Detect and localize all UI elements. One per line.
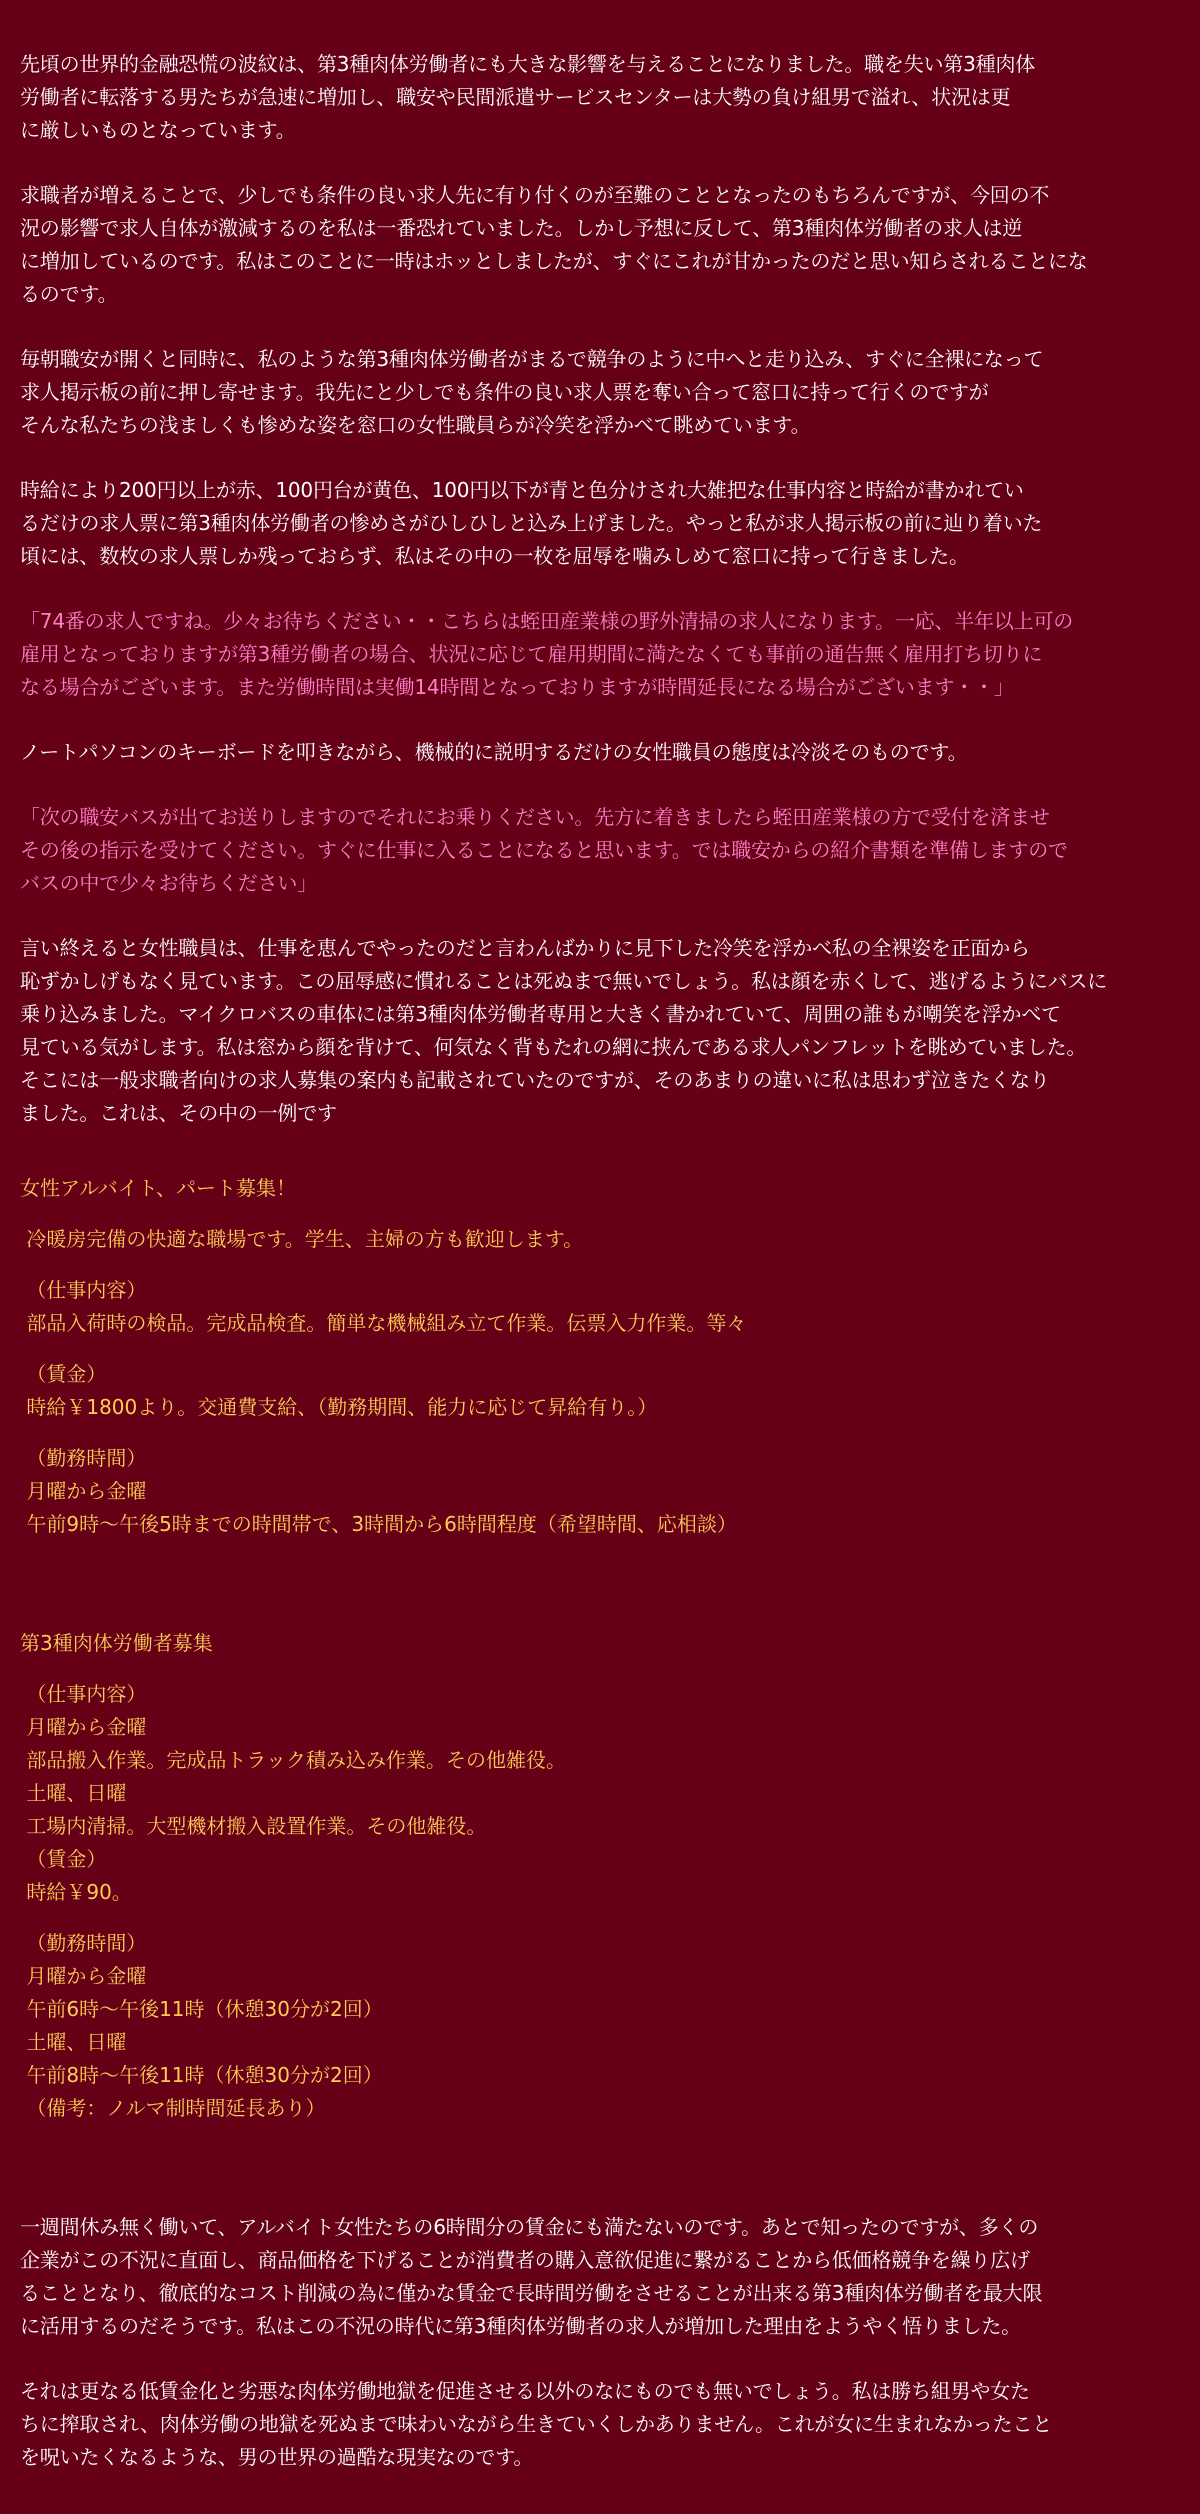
paragraph-6: 言い終えると女性職員は、仕事を恵んでやったのだと言わんばかりに見下した冷笑を浮かべ私の全裸姿を正面から 恥ずかしげもなく見ています。この屈辱感に慣れることは死ぬまで無いでしょう。私は顔を赤くして、逃げるようにバスに 乗り込みました。マイクロバスの車体には第3種肉体労働者専用と大きく書かれていて、周囲の誰もが嘲笑を浮かべて 見ている気がします。私は窓から顔を背けて、何気なく背もたれの網に挟んである求人パンフレットを眺めていました。 そこには一般求職者向けの求人募集の案内も記載されていたのですが、そのあまりの違いに私は思わず泣きたくなり ました。これは、その中の一例です: [20, 936, 1107, 1125]
male-ad-job-body-weekday: 部品搬入作業。完成品トラック積み込み作業。その他雑役。: [20, 1748, 566, 1772]
male-ad-title: 第3種肉体労働者募集: [20, 1631, 213, 1655]
male-ad-hours-body-weekend: 午前8時～午後11時（休憩30分が2回）: [20, 2063, 383, 2087]
male-ad-note: （備考：ノルマ制時間延長あり）: [20, 2096, 326, 2120]
female-ad-hours-heading: （勤務時間）: [20, 1446, 147, 1470]
paragraph-5: ノートパソコンのキーボードを叩きながら、機械的に説明するだけの女性職員の態度は冷淡そのものです。: [20, 740, 968, 764]
spacer: [20, 1424, 1186, 1442]
male-ad-hours-days-weekend: 土曜、日曜: [20, 2030, 127, 2054]
female-ad-job-heading: （仕事内容）: [20, 1278, 147, 1302]
male-labor-ad: [20, 1627, 1186, 2125]
paragraph-4: 時給により200円以上が赤、100円台が黄色、100円以下が青と色分けされ大雑把な仕事内容と時給が書かれてい るだけの求人票に第3種肉体労働者の惨めさがひしひしと込み上げました。やっと私が求人掲示板の前に辿り着いた 頃には、数枚の求人票しか残っておらず、私はその中の一枚を屈辱を噛みしめて窓口に持って行きました。: [20, 478, 1043, 568]
female-ad-wage-body: 時給￥1800より。交通費支給、（勤務期間、能力に応じて昇給有り。）: [20, 1395, 658, 1419]
female-ad-intro: 冷暖房完備の快適な職場です。学生、主婦の方も歓迎します。: [20, 1227, 584, 1251]
paragraph-7: 一週間休み無く働いて、アルバイト女性たちの6時間分の賃金にも満たないのです。あとで知ったのですが、多くの 企業がこの不況に直面し、商品価格を下げることが消費者の購入意欲促進に繋がることから低価格競争を繰り広げ ることとなり、徹底的なコスト削減の為に僅かな賃金で長時間労働をさせることが出来る第3種肉体労働者を最大限 に活用するのだそうです。私はこの不況の時代に第3種肉体労働者の求人が増加した理由をようやく悟りました。: [20, 2215, 1043, 2338]
male-ad-hours-body-weekday: 午前6時～午後11時（休憩30分が2回）: [20, 1997, 383, 2021]
spacer: [20, 2125, 1186, 2211]
male-ad-job-days-weekday: 月曜から金曜: [20, 1715, 147, 1739]
paragraph-8: それは更なる低賃金化と劣悪な肉体労働地獄を促進させる以外のなにものでも無いでしょう。私は勝ち組男や女た ちに搾取され、肉体労働の地獄を死ぬまで味わいながら生きていくしかありません。これが女に生まれなかったこと を呪いたくなるような、男の世界の過酷な現実なのです。: [20, 2379, 1052, 2469]
male-ad-job-days-weekend: 土曜、日曜: [20, 1781, 127, 1805]
female-ad-wage-heading: （賃金）: [20, 1362, 107, 1386]
female-ad-hours-body: 午前9時～午後5時までの時間帯で、3時間から6時間程度（希望時間、応相談）: [20, 1512, 737, 1536]
male-ad-job-body-weekend: 工場内清掃。大型機材搬入設置作業。その他雑役。: [20, 1814, 487, 1838]
spacer: [20, 1909, 1186, 1927]
male-ad-job-heading: （仕事内容）: [20, 1682, 147, 1706]
spacer: [20, 1340, 1186, 1358]
female-job-ad: [20, 1172, 1186, 1541]
male-ad-hours-days-weekday: 月曜から金曜: [20, 1964, 147, 1988]
clerk-quote-2: 「次の職安バスが出てお送りしますのでそれにお乗りください。先方に着きましたら蛭田産業様の方で受付を済ませ その後の指示を受けてください。すぐに仕事に入ることになると思います。では職安からの紹介書類を準備しますので バスの中で少々お待ちください」: [20, 805, 1068, 895]
male-ad-wage-body: 時給￥90。: [20, 1880, 132, 1904]
female-ad-hours-days: 月曜から金曜: [20, 1479, 147, 1503]
spacer: [20, 1660, 1186, 1678]
spacer: [20, 1205, 1186, 1223]
spacer: [20, 1130, 1186, 1172]
clerk-quote-1: 「74番の求人ですね。少々お待ちください・・こちらは蛭田産業様の野外清掃の求人になります。一応、半年以上可の 雇用となっておりますが第3種労働者の場合、状況に応じて雇用期間に満たなくても事前の通告無く雇用打ち切りに なる場合がございます。また労働時間は実働14時間となっておりますが時間延長になる場合がございます・・」: [20, 609, 1074, 699]
female-ad-job-body: 部品入荷時の検品。完成品検査。簡単な機械組み立て作業。伝票入力作業。等々: [20, 1311, 747, 1335]
spacer: [20, 1256, 1186, 1274]
male-ad-wage-heading: （賃金）: [20, 1847, 107, 1871]
paragraph-3: 毎朝職安が開くと同時に、私のような第3種肉体労働者がまるで競争のように中へと走り込み、すぐに全裸になって 求人掲示板の前に押し寄せます。我先にと少しでも条件の良い求人票を奪い合って窓口に持って行くのですが そんな私たちの浅ましくも惨めな姿を窓口の女性職員らが冷笑を浮かべて眺めています。: [20, 347, 1044, 437]
paragraph-2: 求職者が増えることで、少しでも条件の良い求人先に有り付くのが至難のこととなったのもちろんですが、今回の不 況の影響で求人自体が激減するのを私は一番恐れていました。しかし予想に反して、第3種肉体労働者の求人は逆 に増加しているのです。私はこのことに一時はホッとしましたが、すぐにこれが甘かったのだと思い知らされることにな るのです。: [20, 183, 1088, 306]
spacer: [20, 1541, 1186, 1627]
paragraph-1: 先頃の世界的金融恐慌の波紋は、第3種肉体労働者にも大きな影響を与えることになりました。職を失い第3種肉体 労働者に転落する男たちが急速に増加し、職安や民間派遣サービスセンターは大勢の負け組男で溢れ、状況は更 に厳しいものとなっています。: [20, 52, 1036, 142]
female-ad-title: 女性アルバイト、パート募集！: [20, 1176, 296, 1200]
male-ad-hours-heading: （勤務時間）: [20, 1931, 147, 1955]
